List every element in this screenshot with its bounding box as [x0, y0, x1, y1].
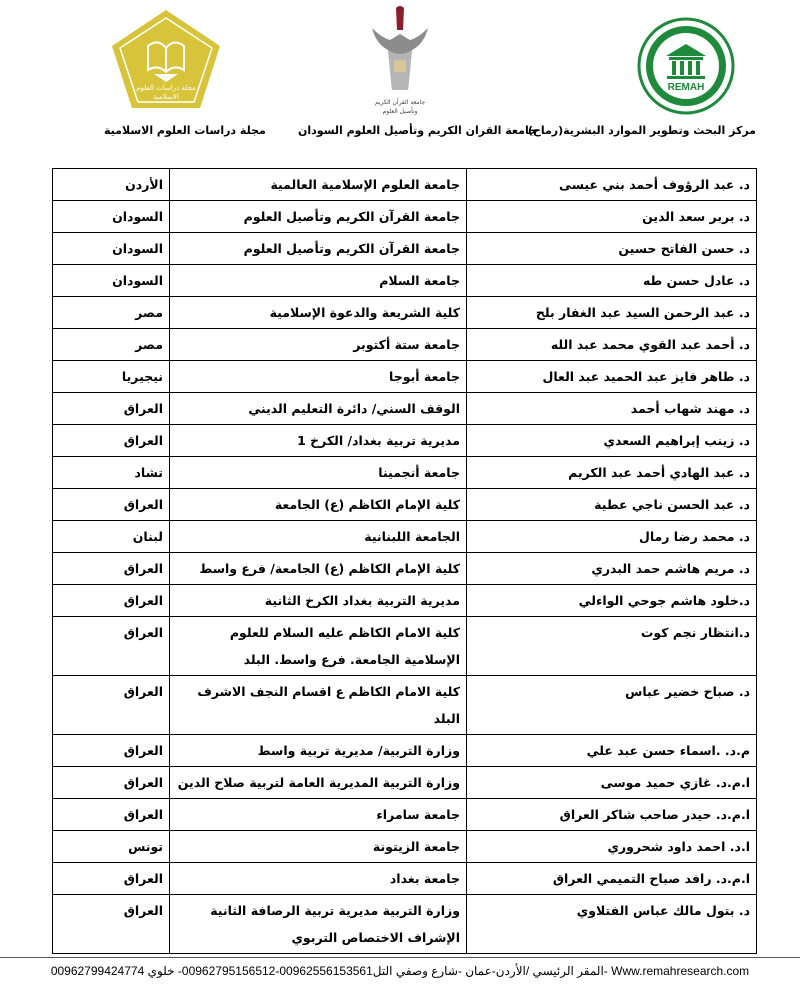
member-name: د. عبد الرؤوف أحمد بني عيسى — [467, 169, 757, 201]
table-row — [53, 585, 757, 617]
table-row — [53, 676, 757, 735]
remah-caption: مركز البحث وتطوير الموارد البشرية(رماح) — [527, 124, 756, 137]
table-row — [53, 489, 757, 521]
table-row — [53, 799, 757, 831]
member-country: العراق — [53, 489, 170, 521]
member-country: تشاد — [53, 457, 170, 489]
member-country: تونس — [53, 831, 170, 863]
member-name: ا.م.د. حيدر صاحب شاكر العراق — [467, 799, 757, 831]
member-institution: جامعة أنجمينا — [170, 457, 467, 489]
table-row — [53, 767, 757, 799]
member-country: العراق — [53, 863, 170, 895]
member-name: د. زينب إبراهيم السعدي — [467, 425, 757, 457]
svg-text:وتأصيل العلوم: وتأصيل العلوم — [382, 108, 418, 115]
member-country: العراق — [53, 735, 170, 767]
table-row — [53, 265, 757, 297]
sudan-university-logo — [352, 4, 448, 122]
member-name: د. مهند شهاب أحمد — [467, 393, 757, 425]
members-table — [52, 168, 757, 954]
member-name: د. عبد الحسن ناجي عطية — [467, 489, 757, 521]
table-row — [53, 735, 757, 767]
member-institution: كلية الامام الكاظم ع اقسام النجف الاشرف البلد — [170, 676, 467, 735]
university-caption: جامعة القران الكريم وتأصيل العلوم السودان — [298, 124, 538, 137]
member-country: العراق — [53, 553, 170, 585]
member-name: ا.د. احمد داود شحروري — [467, 831, 757, 863]
member-name: ا.م.د. رافد صباح التميمي العراق — [467, 863, 757, 895]
member-country: العراق — [53, 676, 170, 735]
table-row — [53, 393, 757, 425]
remah-logo — [636, 16, 736, 116]
member-name: د. حسن الفاتح حسين — [467, 233, 757, 265]
table-row — [53, 233, 757, 265]
member-institution: وزارة التربية المديرية العامة لتربية صلاح الدين — [170, 767, 467, 799]
member-institution: مديرية تربية بغداد/ الكرخ 1 — [170, 425, 467, 457]
svg-text:الاسلامية: الاسلامية — [153, 93, 179, 101]
member-name: م.د. .اسماء حسن عبد علي — [467, 735, 757, 767]
member-name: د. بربر سعد الدين — [467, 201, 757, 233]
member-country: مصر — [53, 297, 170, 329]
member-institution: جامعة السلام — [170, 265, 467, 297]
member-name: د. مريم هاشم حمد البدري — [467, 553, 757, 585]
table-row — [53, 201, 757, 233]
table-row — [53, 297, 757, 329]
member-country: العراق — [53, 585, 170, 617]
member-name: د. صباح خضير عباس — [467, 676, 757, 735]
member-name: ا.م.د. غازي حميد موسى — [467, 767, 757, 799]
member-country: العراق — [53, 799, 170, 831]
footer-contact: المقر الرئيسي /الأردن-عمان -شارع وصفي التل00962556153561-00962795156512- خلوي 00962799424774- Www.remahresearch.com — [50, 964, 750, 978]
member-institution: كلية الإمام الكاظم (ع) الجامعة/ فرع واسط — [170, 553, 467, 585]
page-header — [0, 0, 800, 150]
member-name: د. أحمد عبد القوي محمد عبد الله — [467, 329, 757, 361]
table-row — [53, 425, 757, 457]
member-country: الأردن — [53, 169, 170, 201]
table-row — [53, 553, 757, 585]
member-institution: جامعة العلوم الإسلامية العالمية — [170, 169, 467, 201]
member-country: العراق — [53, 425, 170, 457]
svg-text:REMAH: REMAH — [667, 82, 705, 93]
table-row — [53, 831, 757, 863]
member-country: لبنان — [53, 521, 170, 553]
member-country: العراق — [53, 393, 170, 425]
table-row — [53, 617, 757, 676]
table-row — [53, 457, 757, 489]
member-name: د. طاهر فايز عبد الحميد عبد العال — [467, 361, 757, 393]
member-institution: كلية الشريعة والدعوة الإسلامية — [170, 297, 467, 329]
member-institution: كلية الإمام الكاظم (ع) الجامعة — [170, 489, 467, 521]
member-institution: مديرية التربية بغداد الكرخ الثانية — [170, 585, 467, 617]
member-institution: جامعة سامراء — [170, 799, 467, 831]
table-row — [53, 361, 757, 393]
member-institution: جامعة ستة أكتوبر — [170, 329, 467, 361]
member-institution: وزارة التربية مديرية تربية الرصافة الثانية الإشراف الاختصاص التربوي — [170, 895, 467, 954]
member-country: العراق — [53, 767, 170, 799]
member-country: العراق — [53, 895, 170, 954]
member-name: د.انتظار نجم كوت — [467, 617, 757, 676]
member-name: د. عادل حسن طه — [467, 265, 757, 297]
journal-caption: مجلة دراسات العلوم الاسلامية — [104, 124, 266, 137]
member-institution: جامعة الزيتونة — [170, 831, 467, 863]
member-institution: كلية الامام الكاظم عليه السلام للعلوم الإسلامية الجامعة. فرع واسط. البلد — [170, 617, 467, 676]
svg-text:مجلة دراسات العلوم: مجلة دراسات العلوم — [136, 84, 196, 92]
journal-logo — [108, 8, 224, 112]
svg-text:جامعة القرآن الكريم: جامعة القرآن الكريم — [374, 99, 426, 106]
table-row — [53, 895, 757, 954]
member-name: د. بتول مالك عباس الفتلاوي — [467, 895, 757, 954]
table-row — [53, 521, 757, 553]
member-name: د. محمد رضا رمال — [467, 521, 757, 553]
member-country: نيجيريا — [53, 361, 170, 393]
member-country: السودان — [53, 265, 170, 297]
member-institution: وزارة التربية/ مديرية تربية واسط — [170, 735, 467, 767]
member-institution: جامعة بغداد — [170, 863, 467, 895]
table-row — [53, 329, 757, 361]
member-country: السودان — [53, 201, 170, 233]
footer-divider — [0, 957, 800, 958]
member-name: د.خلود هاشم جوحي الواءلي — [467, 585, 757, 617]
member-name: د. عبد الرحمن السيد عبد الغفار بلح — [467, 297, 757, 329]
member-institution: الوقف السني/ دائرة التعليم الديني — [170, 393, 467, 425]
member-country: السودان — [53, 233, 170, 265]
member-name: د. عبد الهادي أحمد عبد الكريم — [467, 457, 757, 489]
member-institution: الجامعة اللبنانية — [170, 521, 467, 553]
table-row — [53, 169, 757, 201]
member-institution: جامعة القرآن الكريم وتأصيل العلوم — [170, 201, 467, 233]
table-row — [53, 863, 757, 895]
member-country: مصر — [53, 329, 170, 361]
member-institution: جامعة القرآن الكريم وتأصيل العلوم — [170, 233, 467, 265]
member-institution: جامعة أبوجا — [170, 361, 467, 393]
member-country: العراق — [53, 617, 170, 676]
